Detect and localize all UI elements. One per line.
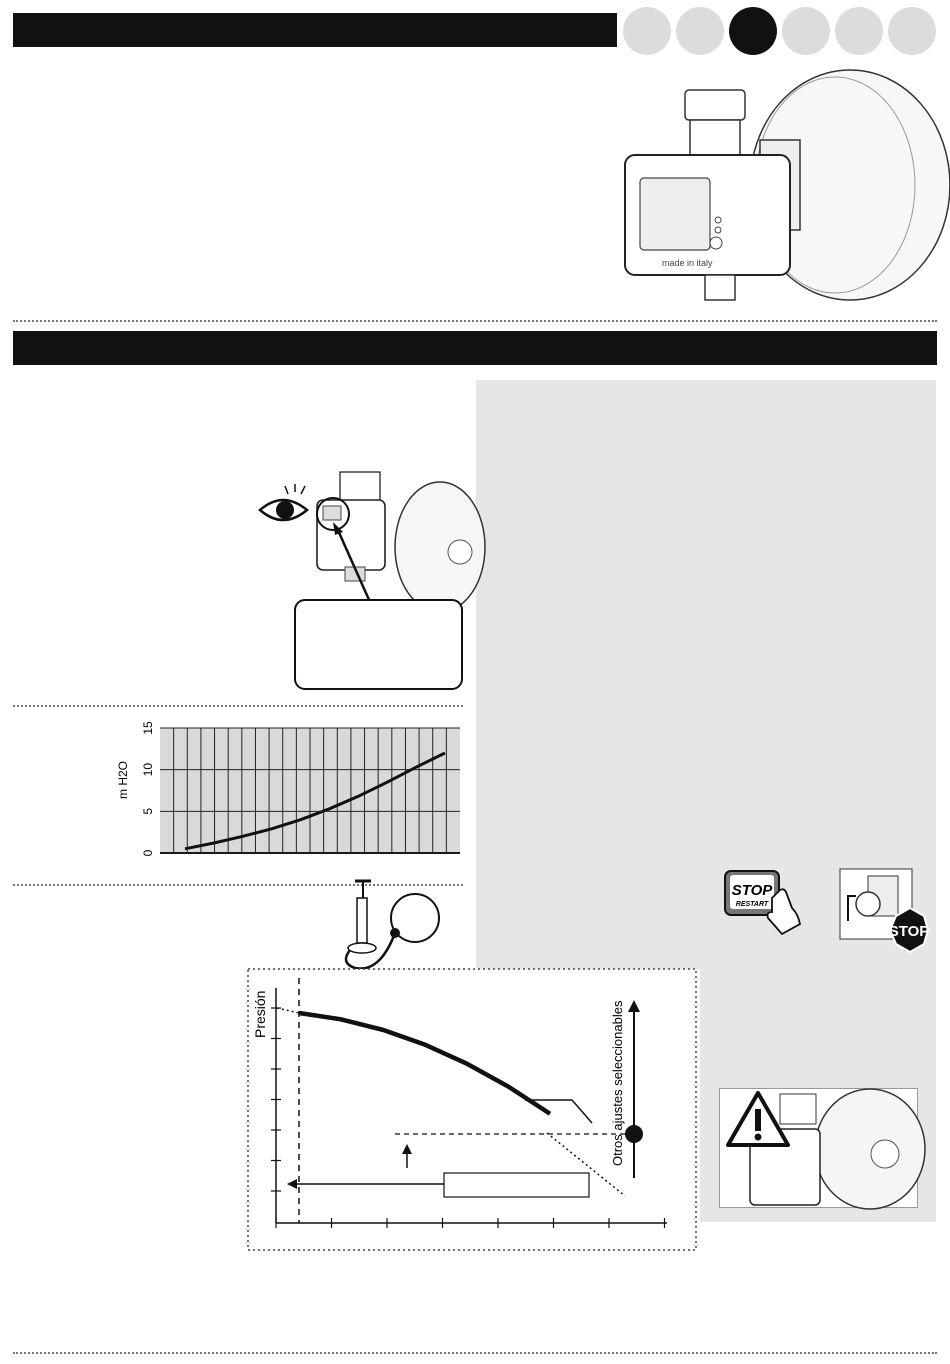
small-chart-ytick: 5 [141, 807, 155, 815]
pressure-controller-illustration [610, 60, 950, 310]
stop-restart-button-icon [722, 868, 822, 938]
nav-circle-5[interactable] [835, 7, 883, 55]
other-settings-label: Otros ajustes seleccionables [610, 1000, 625, 1166]
small-line-chart [105, 720, 465, 860]
section-bar [13, 331, 937, 365]
pressure-chart [247, 968, 699, 1253]
stop-button-label: STOP [731, 882, 773, 899]
pressure-ylabel: Presión [252, 990, 268, 1038]
nav-circle-4[interactable] [782, 7, 830, 55]
restart-button-label: RESTART [735, 901, 769, 908]
check-figure [255, 462, 475, 692]
small-chart-ytick: 15 [141, 721, 155, 735]
divider-bottom [13, 1352, 937, 1354]
made-in-italy-label: made in italy [662, 258, 713, 268]
nav-circle-1[interactable] [623, 7, 671, 55]
nav-circle-6[interactable] [888, 7, 936, 55]
nav-circle-3-active[interactable] [729, 7, 777, 55]
stop-sign-label: STOP [888, 923, 930, 940]
warning-triangle-icon [728, 1093, 788, 1145]
warning-figure [720, 1089, 916, 1205]
small-chart-ytick: 10 [141, 762, 155, 777]
divider-1 [13, 320, 937, 322]
eye-icon [260, 484, 307, 520]
hand-pump-icon [335, 878, 455, 978]
small-chart-ylabel: m H2O [116, 760, 130, 800]
header-bar [13, 13, 617, 47]
small-chart-ytick: 0 [141, 849, 155, 857]
stop-sign-icon [838, 866, 933, 956]
nav-circle-2[interactable] [676, 7, 724, 55]
divider-2 [13, 705, 463, 707]
